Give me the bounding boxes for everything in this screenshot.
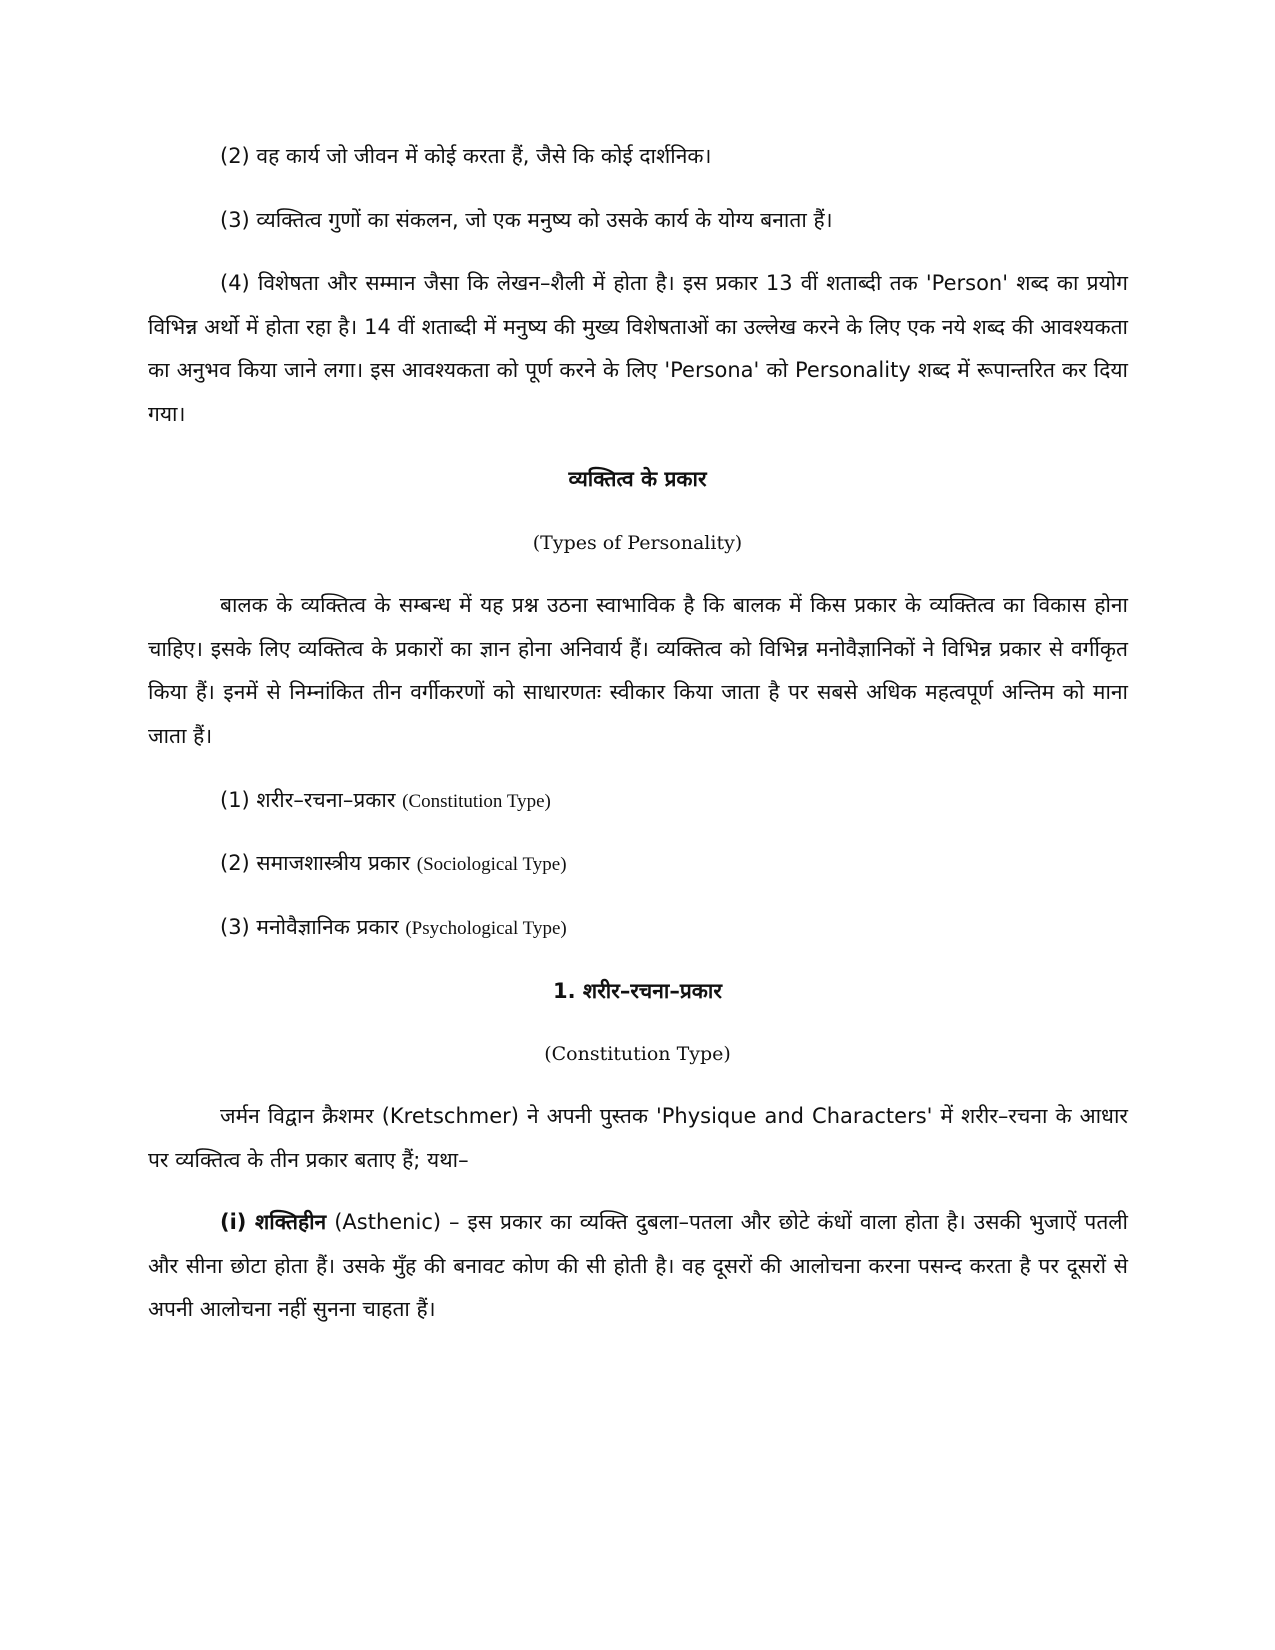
type-list-item-hindi: (2) समाजशास्त्रीय प्रकार [220, 851, 411, 875]
section-heading-types: व्यक्तित्व के प्रकार [568, 467, 707, 491]
type-list-item-english: (Sociological Type) [416, 854, 567, 875]
constitution-paragraph: जर्मन विद्वान क्रैशमर (Kretschmer) ने अपनी पुस्तक 'Physique and Characters' में शरीर–रचना के आधार पर व्यक्तित्व के तीन प्रकार बताए हैं; यथा– [148, 1104, 1128, 1172]
type-list-item-english: (Psychological Type) [405, 918, 567, 939]
type-list-item-hindi: (3) मनोवैज्ञानिक प्रकार [220, 915, 399, 939]
type-list-item-english: (Constitution Type) [402, 791, 551, 812]
point-4-paragraph: (4) विशेषता और सम्मान जैसा कि लेखन–शैली में होता है। इस प्रकार 13 वीं शताब्दी तक 'Person' शब्द का प्रयोग विभिन्न अर्थो में होता रहा है। 14 वीं शताब्दी में मनुष्य की मुख्य विशेषताओं का उल्लेख करने के लिए एक नये शब्द की आवश्यकता का अनुभव किया जाने लगा। इस आवश्यकता को पूर्ण करने के लिए 'Persona' को Personality शब्द में रूपान्तरित कर दिया गया। [148, 271, 1128, 426]
point-2: (2) वह कार्य जो जीवन में कोई करता हैं, जैसे कि कोई दार्शनिक। [220, 144, 712, 168]
types-paragraph: बालक के व्यक्तित्व के सम्बन्ध में यह प्रश्न उठना स्वाभाविक है कि बालक में किस प्रकार के व्यक्तित्व का विकास होना चाहिए। इसके लिए व्यक्तित्व के प्रकारों का ज्ञान होना अनिवार्य हैं। व्यक्तित्व को विभिन्न मनोवैज्ञानिकों ने विभिन्न प्रकार से वर्गीकृत किया हैं। इनमें से निम्नांकित तीन वर्गीकरणों को साधारणतः स्वीकार किया जाता है पर सबसे अधिक महत्वपूर्ण अन्तिम को माना जाता हैं। [148, 593, 1128, 748]
asthenic-label: (i) शक्तिहीन [220, 1210, 327, 1234]
section-heading-constitution: 1. शरीर–रचना–प्रकार [553, 979, 722, 1003]
type-list-item-2 [220, 848, 1120, 880]
asthenic-text: (Asthenic) – इस प्रकार का व्यक्ति दुबला–पतला और छोटे कंधों वाला होता है। उसकी भुजाऐं पतली और सीना छोटा होता हैं। उसके मुँह की बनावट कोण की सी होती है। वह दूसरों की आलोचना करना पसन्द करता है पर दूसरों से अपनी आलोचना नहीं सुनना चाहता हैं। [148, 1210, 1128, 1321]
type-list-item-hindi: (1) शरीर–रचना–प्रकार [220, 788, 396, 812]
point-3: (3) व्यक्तित्व गुणों का संकलन, जो एक मनुष्य को उसके कार्य के योग्य बनाता हैं। [220, 208, 833, 232]
type-list-item-1 [220, 785, 1120, 817]
section-subheading-constitution: (Constitution Type) [544, 1043, 731, 1065]
asthenic-paragraph [148, 1201, 1128, 1332]
section-subheading-types: (Types of Personality) [532, 532, 743, 554]
type-list-item-3 [220, 912, 1120, 944]
